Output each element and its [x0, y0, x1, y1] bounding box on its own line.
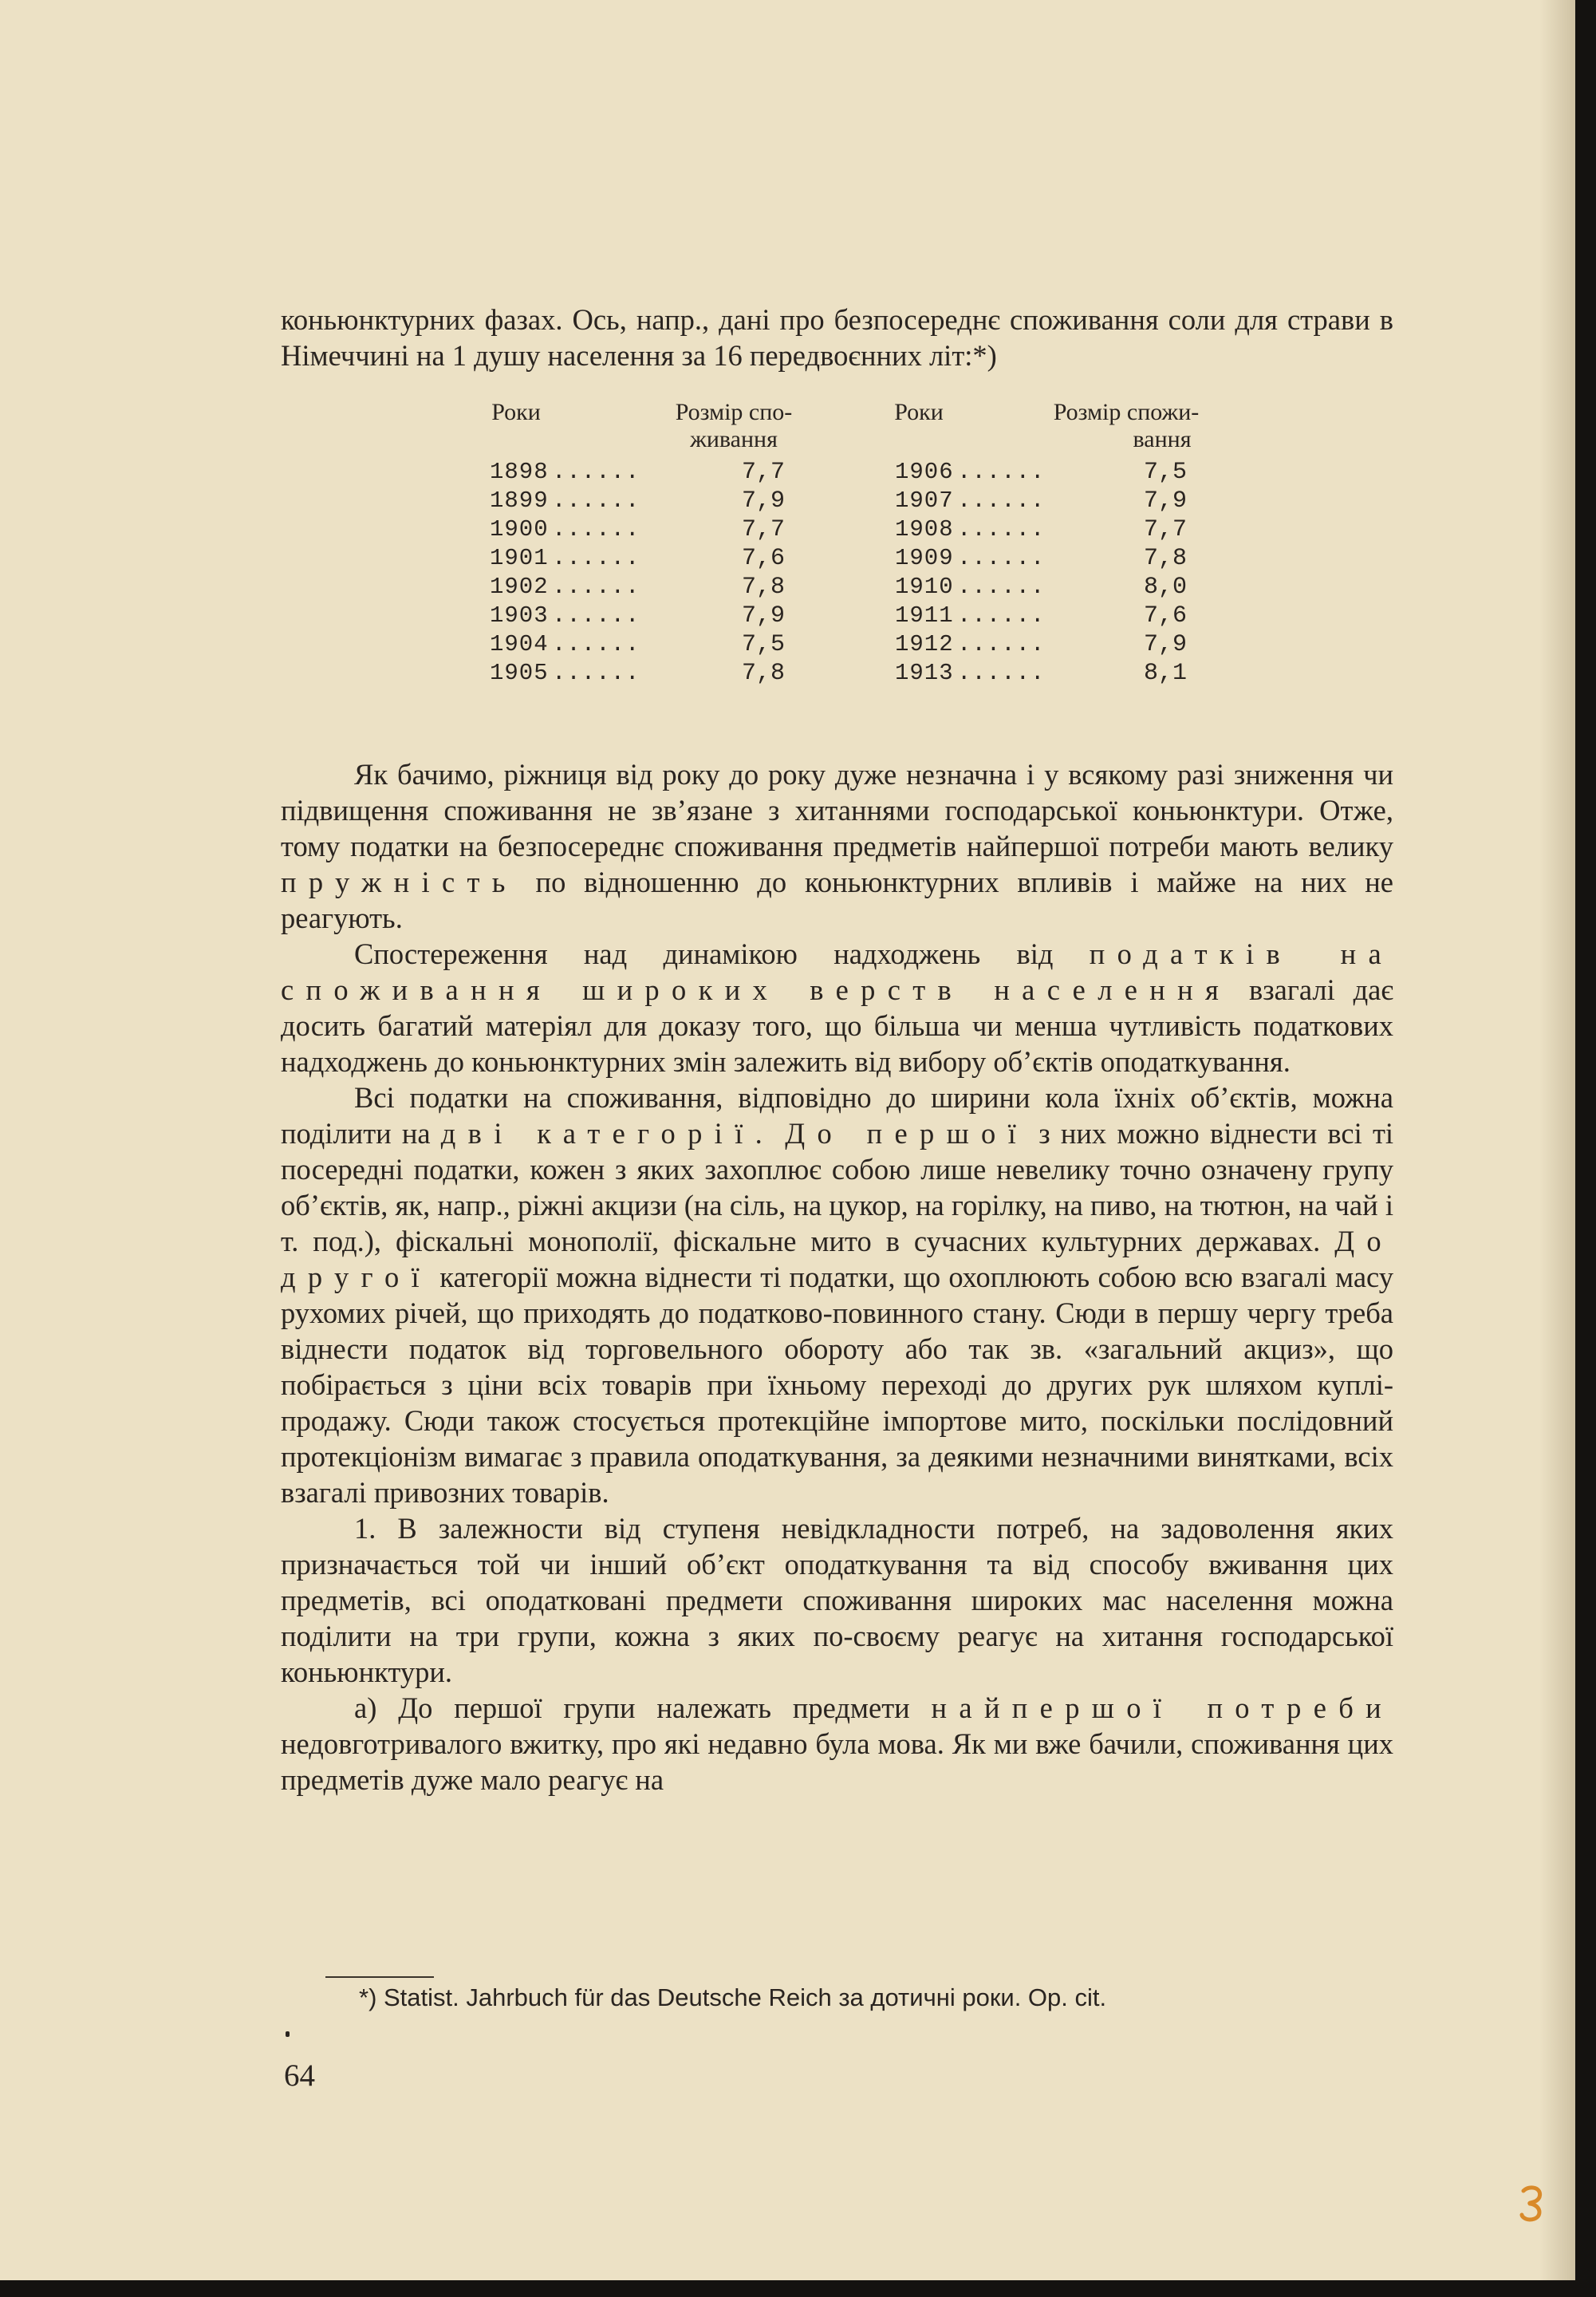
- table-header-years-left: Роки: [491, 399, 541, 425]
- table-leader-dots: ......: [957, 602, 1046, 629]
- table-year: 1909: [895, 545, 954, 571]
- paragraph-first-group-end: недовготривалого вжитку, про які недавно була мова. Як ми вже бачили, споживання цих предметів дуже мало реагує на: [281, 1727, 1393, 1796]
- table-value: 7,7: [741, 516, 785, 543]
- table-year: 1910: [895, 574, 954, 600]
- paragraph-first-group: [281, 1690, 1393, 1798]
- table-value: 8,0: [1143, 574, 1187, 601]
- paragraph-observation-end: взагалі дає досить багатий матеріял для доказу того, що більша чи менша чутливість податкових надходжень до коньюнктурних змін залежить від вибору об’єктів оподаткування.: [281, 973, 1394, 1078]
- emphasis-second: До другої: [281, 1225, 1394, 1293]
- table-year: 1898: [490, 459, 549, 485]
- table-year: 1899: [490, 487, 549, 514]
- table-year: 1912: [895, 631, 954, 657]
- table-leader-dots: ......: [552, 545, 640, 571]
- table-leader-dots: ......: [957, 631, 1046, 657]
- main-text: [281, 302, 1393, 1798]
- paragraph-observation-start: Спостереження над динамікою надходжень від: [354, 937, 1054, 970]
- table-leader-dots: ......: [957, 487, 1046, 514]
- table-year: 1913: [895, 660, 954, 686]
- table-value: 7,8: [741, 660, 785, 687]
- table-row: [281, 544, 1393, 573]
- table-year: 1908: [895, 516, 954, 543]
- table-row: [281, 630, 1393, 659]
- table-row: [281, 573, 1393, 602]
- page-number: 64: [284, 2058, 315, 2093]
- table-header-consumption-left-line2: живання: [690, 426, 778, 452]
- table-leader-dots: ......: [957, 545, 1046, 571]
- table-value: 7,9: [741, 602, 785, 630]
- table-value: 7,8: [1143, 545, 1187, 572]
- paragraph-categories: [281, 1079, 1393, 1510]
- paragraph-categories-start: Всі податки на споживання, відповідно до ширини кола їхніх об’єктів, можна поділити на: [281, 1081, 1393, 1150]
- table-year: 1900: [490, 516, 549, 543]
- emphasis-first: До першої: [785, 1117, 1029, 1150]
- paragraph-intro: коньюнктурних фазах. Ось, напр., дані про безпосереднє споживання соли для страви в Німеччині на 1 душу населення за 16 передвоєнних літ:*): [281, 303, 1393, 372]
- table-value: 7,8: [741, 574, 785, 601]
- paragraph-groups: 1. В залежности від ступеня невідкладности потреб, на задоволення яких призначається той чи інший об’єкт оподаткування та від способу вживання цих предметів, всі оподатковані предмети споживання широких мас населення можна поділити на три групи, кожна з яких по-своєму реагує на хитання господарської коньюнктури.: [281, 1512, 1393, 1688]
- table-year: 1911: [895, 602, 954, 629]
- paragraph-categories-mid: з них можно віднести всі ті посередні податки, кожен з яких захоплює собою лише невелику точно означену групу об’єктів, як, напр., ріжні акцизи (на сіль, на цукор, на горілку, на пиво, на тютюн, на чай і т. под.), фіскальні монополії, фіскальне мито в сучасних культурних державах.: [281, 1117, 1394, 1257]
- scan-margin-bottom: [0, 2280, 1596, 2297]
- table-leader-dots: ......: [552, 574, 640, 600]
- table-value: 7,7: [741, 459, 785, 486]
- table-value: 7,6: [1143, 602, 1187, 630]
- paragraph-difference-end: по відношенню до коньюнктурних впливів і майже на них не реагують.: [281, 866, 1393, 934]
- table-leader-dots: ......: [957, 516, 1046, 543]
- table-year: 1906: [895, 459, 954, 485]
- emphasis-consumption-taxes: податків на споживання широких верств населення: [281, 937, 1393, 1006]
- page-edge-shadow: [1539, 0, 1575, 2280]
- table-header-consumption-left-line1: Розмір спо-: [675, 399, 793, 425]
- table-header-consumption-right-line1: Розмір спожи-: [1053, 399, 1200, 425]
- table-value: 7,5: [1143, 459, 1187, 486]
- table-row: [281, 515, 1393, 544]
- emphasis-elasticity: пружність: [281, 866, 518, 898]
- table-year: 1902: [490, 574, 549, 600]
- salt-consumption-table: [281, 399, 1393, 737]
- table-leader-dots: ......: [552, 660, 640, 686]
- ink-speck: [286, 2031, 290, 2037]
- table-value: 7,9: [1143, 487, 1187, 515]
- table-leader-dots: ......: [552, 602, 640, 629]
- table-value: 7,7: [1143, 516, 1187, 543]
- paragraph-difference-text: Як бачимо, ріжниця від року до року дуже незначна і у всякому разі зниження чи підвищення споживання не зв’язане з хитаннями господарської коньюнктури. Отже, тому податки на безпосереднє споживання предметів найпершої потреби мають велику: [281, 758, 1393, 862]
- library-stamp-icon: [1519, 2183, 1546, 2224]
- scan-margin-right: [1575, 0, 1596, 2297]
- table-leader-dots: ......: [957, 459, 1046, 485]
- table-value: 7,5: [741, 631, 785, 658]
- table-leader-dots: ......: [957, 574, 1046, 600]
- table-value: 7,9: [741, 487, 785, 515]
- table-header-years-right: Роки: [894, 399, 944, 425]
- table-year: 1901: [490, 545, 549, 571]
- table-leader-dots: ......: [552, 516, 640, 543]
- paragraph-observation: [281, 936, 1393, 1079]
- emphasis-first-necessity: найпершої потреби: [931, 1691, 1394, 1724]
- footnote-divider: [325, 1976, 434, 1978]
- table-year: 1903: [490, 602, 549, 629]
- table-value: 7,6: [741, 545, 785, 572]
- paragraph-difference: [281, 756, 1393, 936]
- table-value: 8,1: [1143, 660, 1187, 687]
- paragraph-first-group-start: а) До першої групи належать предмети: [354, 1691, 910, 1724]
- table-header-consumption-right-line2: вання: [1133, 426, 1192, 452]
- table-row: [281, 659, 1393, 688]
- table-row: [281, 487, 1393, 515]
- table-year: 1904: [490, 631, 549, 657]
- emphasis-two-categories: дві категорії.: [440, 1117, 775, 1150]
- table-leader-dots: ......: [957, 660, 1046, 686]
- table-leader-dots: ......: [552, 487, 640, 514]
- table-value: 7,9: [1143, 631, 1187, 658]
- table-leader-dots: ......: [552, 459, 640, 485]
- table-leader-dots: ......: [552, 631, 640, 657]
- table-row: [281, 602, 1393, 630]
- paragraph-categories-end: категорії можна віднести ті податки, що охоплюють собою всю взагалі масу рухомих річей, що приходять до податково-повинного стану. Сюди в першу чергу треба віднести податок від торговельного обороту або так зв. «загальний акциз», що побірається з ціни всіх товарів при їхньому переході до других рук шляхом куплі-продажу. Сюди також стосується протекційне імпортове мито, поскільки послідовний протекціонізм вимагає з правила оподаткування, за деякими незначними винятками, всіх взагалі привозних товарів.: [281, 1261, 1393, 1509]
- table-row: [281, 458, 1393, 487]
- footnote: *) Statist. Jahrbuch für das Deutsche Reich за дотичні роки. Op. cit.: [359, 1983, 1107, 2011]
- table-year: 1905: [490, 660, 549, 686]
- table-year: 1907: [895, 487, 954, 514]
